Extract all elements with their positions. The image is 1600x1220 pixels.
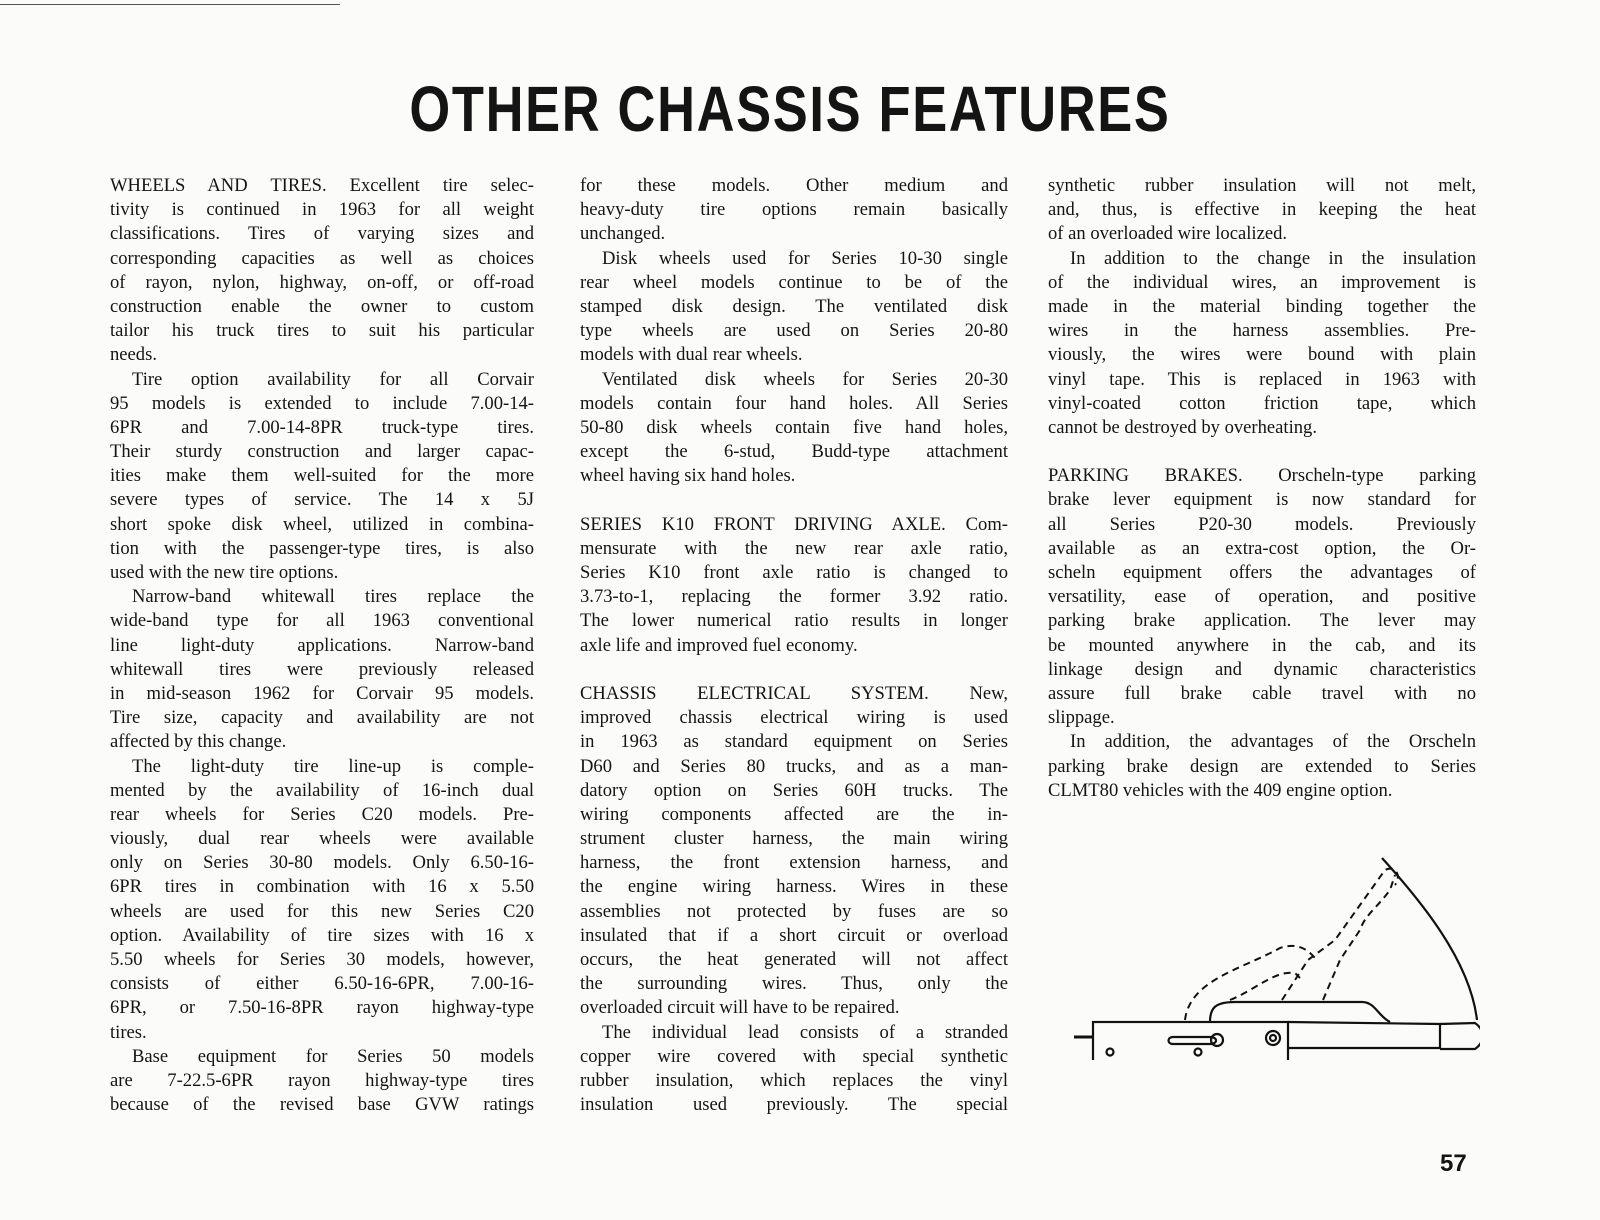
text-line: wheels are used for this new Series C20 <box>110 900 534 922</box>
text-line: improved chassis electrical wiring is used <box>580 707 1008 729</box>
text-line: used with the new tire options. <box>110 562 339 583</box>
text-line: models with dual rear wheels. <box>580 344 803 366</box>
text-line: harness, the front extension harness, and <box>580 852 1008 874</box>
text-line: In addition to the change in the insulation <box>1070 247 1476 269</box>
text-line: 6PR tires in combination with 16 x 5.50 <box>110 876 534 898</box>
text-line: 6PR and 7.00-14-8PR truck-type tires. <box>110 416 534 438</box>
text-column-1 <box>110 174 534 1117</box>
top-rule <box>0 4 340 5</box>
text-line: brake lever equipment is now standard for <box>1048 489 1476 511</box>
text-line: heavy-duty tire options remain basically <box>580 199 1008 221</box>
text-line: tivity is continued in 1963 for all weight <box>110 199 534 221</box>
text-line: assemblies not protected by fuses are so <box>580 900 1008 922</box>
text-line: 6PR, or 7.50-16-8PR rayon highway-type <box>110 997 534 1019</box>
page-title: OTHER CHASSIS FEATURES <box>409 73 1171 145</box>
paragraph <box>1048 174 1476 247</box>
text-line: parking brake application. The lever may <box>1048 610 1476 632</box>
text-line: The lower numerical ratio results in longer <box>580 610 1008 632</box>
section-spacer <box>580 488 1008 512</box>
text-line: in mid-season 1962 for Corvair 95 models. <box>110 682 534 704</box>
text-line: cannot be destroyed by overheating. <box>1048 416 1318 438</box>
text-line: scheln equipment offers the advantages of <box>1048 562 1476 583</box>
text-line: Tire size, capacity and availability are not <box>110 707 534 729</box>
text-line: whitewall tires were previously released <box>110 658 534 680</box>
text-line: Tire option availability for all Corvair <box>132 368 534 390</box>
text-line: construction enable the owner to custom <box>110 295 534 317</box>
text-line: models contain four hand holes. All Series <box>580 392 1008 414</box>
text-line: available as an extra-cost option, the Or- <box>1048 537 1476 559</box>
text-line: insulated that if a short circuit or overload <box>580 924 1008 946</box>
text-line: The light-duty tire line-up is comple- <box>132 755 534 777</box>
text-line: option. Availability of tire sizes with 16 x <box>110 924 534 946</box>
text-line: consists of either 6.50-16-6PR, 7.00-16- <box>110 973 534 995</box>
text-line: synthetic rubber insulation will not melt, <box>1048 175 1476 196</box>
text-line: viously, dual rear wheels were available <box>110 828 534 850</box>
text-line: overloaded circuit will have to be repaired. <box>580 997 900 1019</box>
paragraph <box>580 513 1008 658</box>
text-line: all Series P20-30 models. Previously <box>1048 513 1476 535</box>
text-line: type wheels are used on Series 20-80 <box>580 320 1008 342</box>
text-line: line light-duty applications. Narrow-band <box>110 634 534 656</box>
text-line: CLMT80 vehicles with the 409 engine option. <box>1048 779 1393 801</box>
text-line: rear wheels for Series C20 models. Pre- <box>110 803 534 825</box>
paragraph <box>580 1021 1008 1118</box>
text-line: the engine wiring harness. Wires in these <box>580 876 1008 898</box>
text-line: corresponding capacities as well as choices <box>110 247 534 269</box>
text-line: rubber insulation, which replaces the vinyl <box>580 1069 1008 1091</box>
text-line: D60 and Series 80 trucks, and as a man- <box>580 755 1008 777</box>
text-line: 5.50 wheels for Series 30 models, however, <box>110 949 534 970</box>
paragraph <box>110 368 534 586</box>
paragraph <box>110 174 534 368</box>
paragraph <box>1048 730 1476 803</box>
text-line: wheel having six hand holes. <box>580 465 796 487</box>
text-line: Series K10 front axle ratio is changed to <box>580 562 1008 583</box>
paragraph <box>1048 247 1476 441</box>
text-line: vinyl-coated cotton friction tape, which <box>1048 392 1476 414</box>
paragraph <box>580 247 1008 368</box>
text-line: tion with the passenger-type tires, is also <box>110 537 534 559</box>
text-line: wiring components affected are the in- <box>580 803 1008 825</box>
paragraph <box>580 682 1008 1021</box>
text-line: slippage. <box>1048 707 1115 729</box>
text-line: of the individual wires, an improvement is <box>1048 271 1476 293</box>
text-line: in 1963 as standard equipment on Series <box>580 731 1008 753</box>
text-line: Disk wheels used for Series 10-30 single <box>602 247 1008 269</box>
text-line: tailor his truck tires to suit his particular <box>110 320 534 342</box>
text-line: except the 6-stud, Budd-type attachment <box>580 441 1008 463</box>
text-line: 50-80 disk wheels contain five hand holes, <box>580 416 1008 438</box>
text-line: linkage design and dynamic characteristics <box>1048 658 1476 680</box>
text-line: viously, the wires were bound with plain <box>1048 344 1476 366</box>
text-line: Narrow-band whitewall tires replace the <box>132 586 534 608</box>
text-line: only on Series 30-80 models. Only 6.50-16- <box>110 852 534 874</box>
text-line: classifications. Tires of varying sizes and <box>110 223 534 245</box>
text-line: because of the revised base GVW ratings <box>110 1094 534 1116</box>
section-spacer <box>580 658 1008 682</box>
text-line: made in the material binding together the <box>1048 295 1476 317</box>
text-line: 3.73-to-1, replacing the former 3.92 ratio. <box>580 586 1008 608</box>
text-line: The individual lead consists of a stranded <box>602 1021 1008 1043</box>
text-line: are 7-22.5-6PR rayon highway-type tires <box>110 1069 534 1091</box>
text-line: tires. <box>110 1021 147 1043</box>
text-line: wires in the harness assemblies. Pre- <box>1048 320 1476 342</box>
text-line: unchanged. <box>580 223 666 245</box>
text-column-3 <box>1048 174 1476 803</box>
text-line: affected by this change. <box>110 731 287 753</box>
text-line: short spoke disk wheel, utilized in combina- <box>110 513 534 535</box>
text-line: insulation used previously. The special <box>580 1094 1008 1116</box>
text-line: of rayon, nylon, highway, on-off, or off-road <box>110 271 534 293</box>
text-line: stamped disk design. The ventilated disk <box>580 295 1008 317</box>
text-line: copper wire covered with special synthetic <box>580 1045 1008 1067</box>
text-line: of an overloaded wire localized. <box>1048 223 1288 245</box>
text-line: the surrounding wires. Thus, only the <box>580 973 1008 995</box>
section-spacer <box>1048 440 1476 464</box>
text-line: Base equipment for Series 50 models <box>132 1045 534 1067</box>
text-line: versatility, ease of operation, and positive <box>1048 586 1476 608</box>
text-line: for these models. Other medium and <box>580 175 1008 196</box>
text-line: and, thus, is effective in keeping the heat <box>1048 199 1476 221</box>
text-line: needs. <box>110 344 157 366</box>
text-line: axle life and improved fuel economy. <box>580 634 858 656</box>
text-line: be mounted anywhere in the cab, and its <box>1048 634 1476 656</box>
text-line: SERIES K10 FRONT DRIVING AXLE. Com- <box>580 513 1008 535</box>
text-line: severe types of service. The 14 x 5J <box>110 489 534 511</box>
text-line: 95 models is extended to include 7.00-14- <box>110 392 534 414</box>
paragraph <box>110 1045 534 1118</box>
text-line: assure full brake cable travel with no <box>1048 682 1476 704</box>
text-line: rear wheel models continue to be of the <box>580 271 1008 293</box>
parking-brake-lever-illustration <box>1040 830 1480 1060</box>
paragraph <box>110 755 534 1045</box>
text-line: occurs, the heat generated will not affect <box>580 949 1008 970</box>
page-number: 57 <box>1440 1150 1467 1177</box>
paragraph <box>580 368 1008 489</box>
paragraph <box>110 585 534 754</box>
text-line: WHEELS AND TIRES. Excellent tire selec- <box>110 175 534 196</box>
text-line: vinyl tape. This is replaced in 1963 with <box>1048 368 1476 390</box>
text-line: In addition, the advantages of the Orscheln <box>1070 731 1476 753</box>
text-line: CHASSIS ELECTRICAL SYSTEM. New, <box>580 682 1008 704</box>
text-line: strument cluster harness, the main wiring <box>580 828 1008 850</box>
paragraph <box>580 174 1008 247</box>
text-line: PARKING BRAKES. Orscheln-type parking <box>1048 465 1476 487</box>
text-line: datory option on Series 60H trucks. The <box>580 779 1008 801</box>
text-line: wide-band type for all 1963 conventional <box>110 610 534 632</box>
text-line: mensurate with the new rear axle ratio, <box>580 537 1008 559</box>
text-line: ities make them well-suited for the more <box>110 465 534 487</box>
text-line: Ventilated disk wheels for Series 20-30 <box>602 368 1008 390</box>
paragraph <box>1048 464 1476 730</box>
text-column-2 <box>580 174 1008 1117</box>
text-line: mented by the availability of 16-inch dual <box>110 779 534 801</box>
text-line: Their sturdy construction and larger capac- <box>110 441 534 463</box>
text-line: parking brake design are extended to Series <box>1048 755 1476 777</box>
